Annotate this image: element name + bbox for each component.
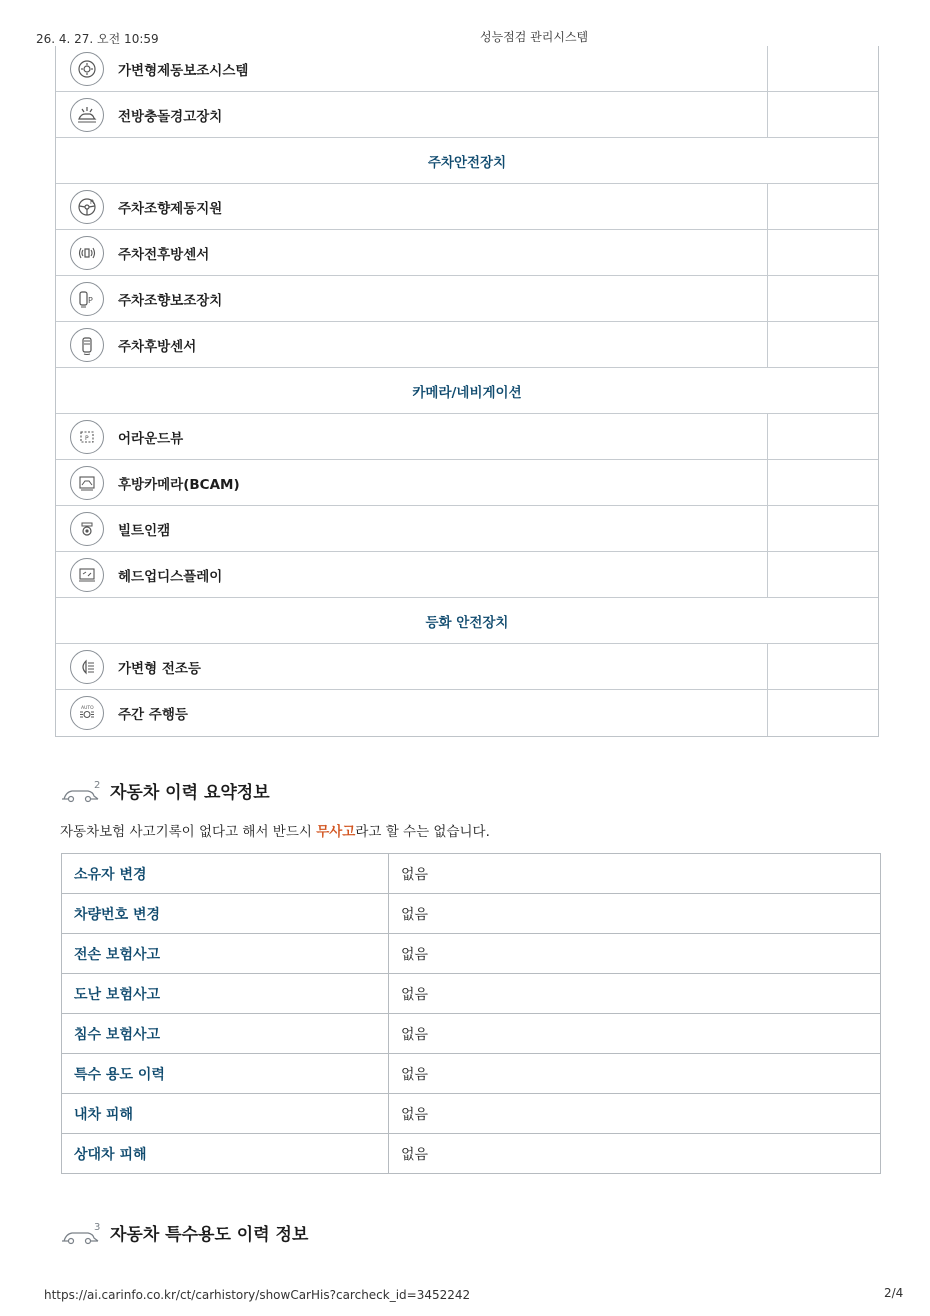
option-label: 주차전후방센서 <box>118 246 210 263</box>
option-value-cell <box>767 506 878 551</box>
option-value-cell <box>767 184 878 229</box>
option-value-cell <box>767 690 878 736</box>
accident-notice <box>60 820 490 840</box>
option-value-cell <box>767 322 878 367</box>
option-label: 주간 주행등 <box>118 707 188 723</box>
history-item-value: 없음 <box>389 1014 881 1054</box>
option-label: 가변형제동보조시스템 <box>118 62 249 79</box>
history-item-value: 없음 <box>389 934 881 974</box>
option-value-cell <box>767 276 878 321</box>
print-title: 성능점검 관리시스템 <box>480 30 589 44</box>
option-label: 후방카메라(BCAM) <box>118 476 240 493</box>
headlamp-icon <box>70 650 104 684</box>
svg-text:R: R <box>90 198 95 206</box>
option-value-cell <box>767 644 878 689</box>
history-item-value: 없음 <box>389 1054 881 1094</box>
builtin-cam-icon <box>70 512 104 546</box>
special-use-title: 자동차 특수용도 이력 정보 <box>110 1225 309 1245</box>
history-item-label: 상대차 피해 <box>62 1134 389 1174</box>
option-label: 주차조향제동지원 <box>118 200 223 217</box>
table-row <box>62 1134 881 1174</box>
front-collision-icon <box>70 98 104 132</box>
option-label: 가변형 전조등 <box>118 660 201 677</box>
section-number: 2 <box>94 779 101 791</box>
table-row <box>62 974 881 1014</box>
option-label: 빌트인캠 <box>118 522 171 539</box>
option-value-cell <box>767 414 878 459</box>
special-use-heading <box>60 1220 308 1245</box>
table-row <box>62 854 881 894</box>
history-item-label: 전손 보험사고 <box>62 934 389 974</box>
table-row <box>62 1054 881 1094</box>
option-label: 주차후방센서 <box>118 338 197 355</box>
option-value-cell <box>767 230 878 275</box>
svg-text:P: P <box>88 295 93 305</box>
history-item-label: 도난 보험사고 <box>62 974 389 1014</box>
print-page-number: 2/4 <box>884 1286 904 1300</box>
option-row <box>56 276 878 322</box>
svg-text:AUTO: AUTO <box>81 706 94 711</box>
print-url: https://ai.carinfo.co.kr/ct/carhistory/showCarHis?carcheck_id=3452242 <box>44 1288 471 1302</box>
options-table <box>55 46 879 737</box>
option-row <box>56 92 878 138</box>
option-label: 전방충돌경고장치 <box>118 108 223 125</box>
head-up-display-icon <box>70 558 104 592</box>
option-row <box>56 506 878 552</box>
options-section-header: 주차안전장치 <box>56 138 878 184</box>
svg-text:P: P <box>85 434 89 442</box>
table-row <box>62 894 881 934</box>
history-summary-heading <box>60 778 270 803</box>
option-value-cell <box>767 552 878 597</box>
history-item-value: 없음 <box>389 974 881 1014</box>
history-item-value: 없음 <box>389 1134 881 1174</box>
option-value-cell <box>767 460 878 505</box>
option-label: 주차조향보조장치 <box>118 292 223 309</box>
rear-sensor-icon <box>70 328 104 362</box>
option-row <box>56 46 878 92</box>
option-row <box>56 690 878 736</box>
option-row <box>56 184 878 230</box>
table-row <box>62 934 881 974</box>
history-item-label: 내차 피해 <box>62 1094 389 1134</box>
history-summary-table <box>61 853 881 1174</box>
option-row <box>56 552 878 598</box>
notice-text-after: 라고 할 수는 없습니다. <box>355 824 490 840</box>
options-section-header: 카메라/네비게이션 <box>56 368 878 414</box>
table-row <box>62 1094 881 1134</box>
history-item-label: 차량번호 변경 <box>62 894 389 934</box>
rear-camera-icon <box>70 466 104 500</box>
notice-highlight: 무사고 <box>316 824 356 840</box>
option-row <box>56 322 878 368</box>
sensor-wave-icon <box>70 236 104 270</box>
option-label: 어라운드뷰 <box>118 430 184 447</box>
history-item-value: 없음 <box>389 894 881 934</box>
print-datetime: 26. 4. 27. 오전 10:59 <box>36 32 159 46</box>
notice-text-before: 자동차보험 사고기록이 없다고 해서 반드시 <box>60 824 317 840</box>
history-item-value: 없음 <box>389 854 881 894</box>
option-label: 헤드업디스플레이 <box>118 568 223 585</box>
section-number: 3 <box>94 1221 101 1233</box>
car-number-icon <box>60 779 102 803</box>
auto-lamp-icon <box>70 696 104 730</box>
history-summary-title: 자동차 이력 요약정보 <box>110 783 270 803</box>
parking-assist-icon <box>70 282 104 316</box>
history-item-label: 소유자 변경 <box>62 854 389 894</box>
brake-disc-icon <box>70 52 104 86</box>
option-value-cell <box>767 46 878 91</box>
steering-wheel-icon <box>70 190 104 224</box>
option-row <box>56 230 878 276</box>
car-number-icon <box>60 1221 102 1245</box>
around-view-icon <box>70 420 104 454</box>
options-section-header: 등화 안전장치 <box>56 598 878 644</box>
table-row <box>62 1014 881 1054</box>
option-row <box>56 644 878 690</box>
history-item-label: 침수 보험사고 <box>62 1014 389 1054</box>
history-item-label: 특수 용도 이력 <box>62 1054 389 1094</box>
option-row <box>56 414 878 460</box>
option-value-cell <box>767 92 878 137</box>
history-item-value: 없음 <box>389 1094 881 1134</box>
option-row <box>56 460 878 506</box>
